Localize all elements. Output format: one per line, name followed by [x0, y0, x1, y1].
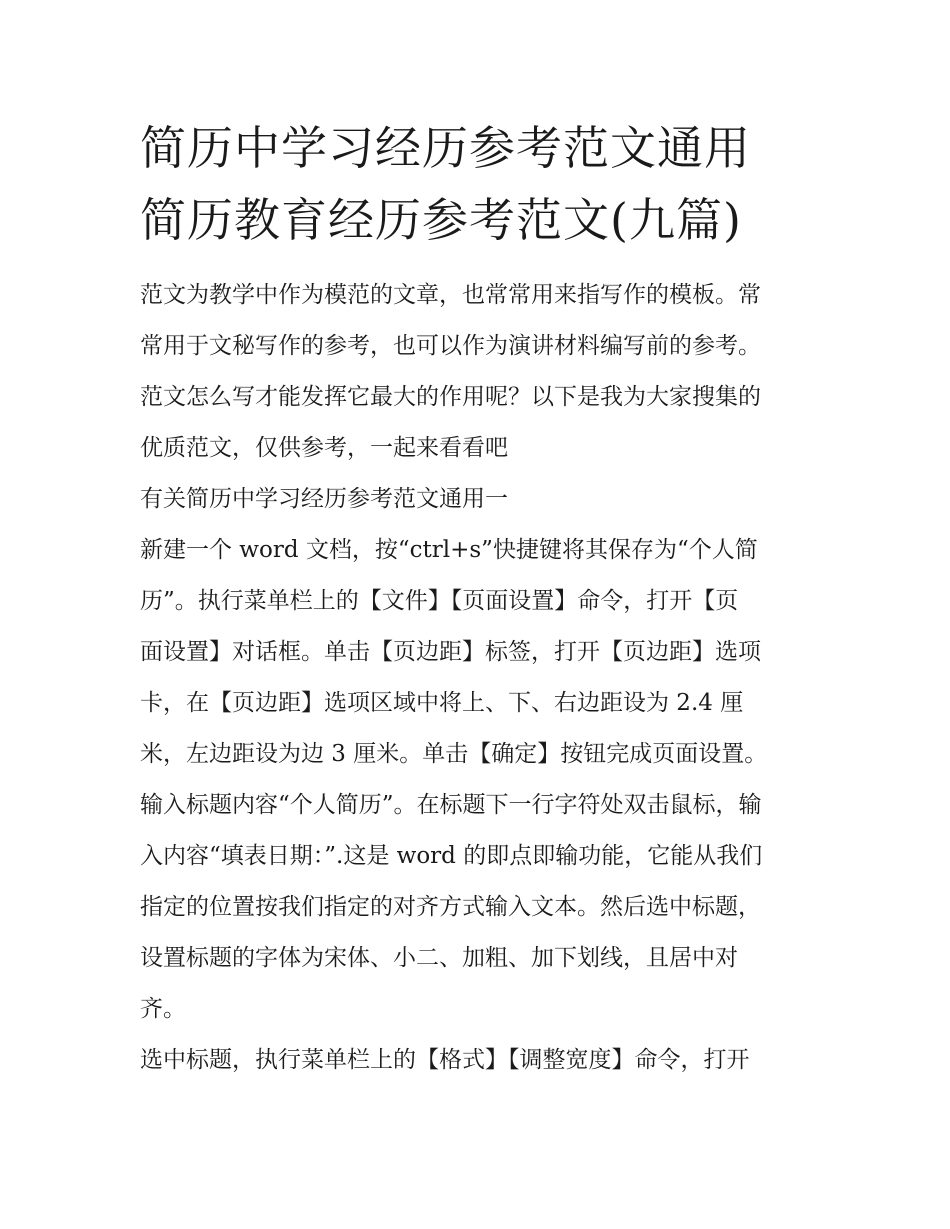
text-line: 有关简历中学习经历参考范文通用一 [140, 486, 508, 512]
document-content [140, 112, 820, 1086]
text-line: 指定的位置按我们指定的对齐方式输入文本。然后选中标题， [140, 894, 761, 920]
section-heading [140, 474, 820, 525]
intro-paragraph [140, 270, 820, 474]
continuation-paragraph [140, 1035, 820, 1086]
text-line: 输入标题内容“个人简历”。在标题下一行字符处双击鼠标，输 [140, 792, 762, 818]
text-line: 米，左边距设为边 3 厘米。单击【确定】按钮完成页面设置。 [140, 741, 768, 767]
text-line: 历”。执行菜单栏上的【文件】【页面设置】命令，打开【页 [140, 588, 739, 614]
text-line: 常用于文秘写作的参考，也可以作为演讲材料编写前的参考。 [140, 333, 761, 359]
text-line: 新建一个 word 文档，按“ctrl+s”快捷键将其保存为“个人简 [140, 537, 758, 563]
instructions-paragraph [140, 525, 820, 1035]
text-line: 范文为教学中作为模范的文章，也常常用来指写作的模板。常 [140, 282, 761, 308]
text-line: 设置标题的字体为宋体、小二、加粗、加下划线，且居中对 [140, 945, 738, 971]
text-line: 优质范文，仅供参考，一起来看看吧 [140, 435, 508, 461]
document-body [140, 270, 820, 1086]
title-line: 简历教育经历参考范文(九篇) [140, 193, 742, 247]
text-line: 面设置】对话框。单击【页边距】标签，打开【页边距】选项 [140, 639, 761, 665]
text-line: 齐。 [140, 996, 186, 1022]
document-title [140, 112, 820, 256]
text-line: 选中标题，执行菜单栏上的【格式】【调整宽度】命令，打开 [140, 1047, 750, 1073]
text-line: 范文怎么写才能发挥它最大的作用呢？以下是我为大家搜集的 [140, 384, 761, 410]
text-line: 卡，在【页边距】选项区域中将上、下、右边距设为 2.4 厘 [140, 690, 744, 716]
title-line: 简历中学习经历参考范文通用 [140, 121, 751, 175]
text-line: 入内容“填表日期：”.这是 word 的即点即输功能，它能从我们 [140, 843, 763, 869]
